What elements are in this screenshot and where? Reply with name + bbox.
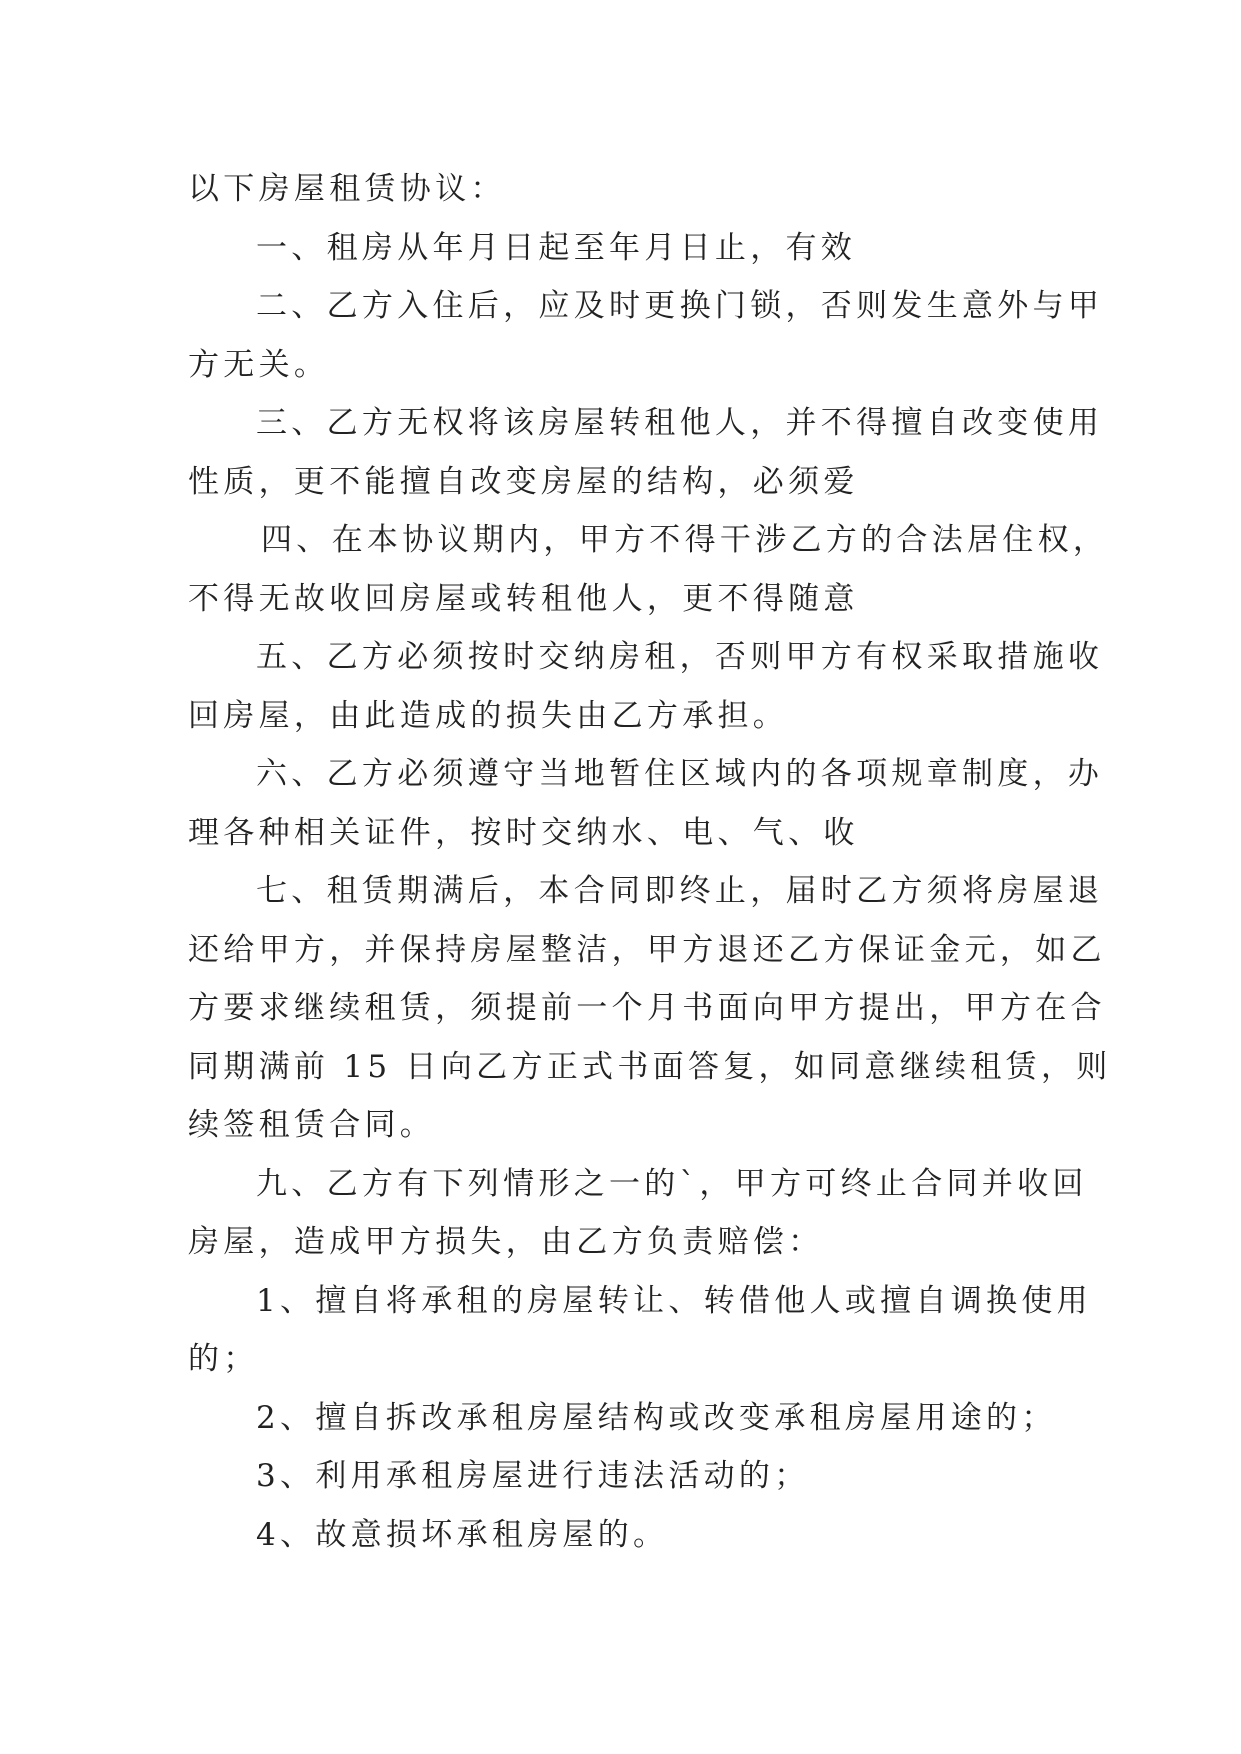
text-line: 方无关。 bbox=[188, 346, 330, 383]
clause-5: 五、乙方必须按时交纳房租，否则甲方有权采取措施收 bbox=[256, 639, 1104, 675]
text-line: 还给甲方，并保持房屋整洁，甲方退还乙方保证金元，如乙 bbox=[188, 931, 1106, 968]
list-item-3: 3、利用承租房屋进行违法活动的； bbox=[256, 1458, 810, 1494]
text-line: 续签租赁合同。 bbox=[188, 1107, 436, 1143]
clause-6: 六、乙方必须遵守当地暂住区域内的各项规章制度，办 bbox=[256, 756, 1104, 792]
list-item-1: 1、擅自将承租的房屋转让、转借他人或擅自调换使用 bbox=[256, 1282, 1092, 1319]
document-body bbox=[188, 160, 1112, 1564]
text-line: 房屋，造成甲方损失，由乙方负责赔偿： bbox=[188, 1224, 824, 1260]
text-line: 性质，更不能擅自改变房屋的结构，必须爱 bbox=[188, 463, 859, 500]
text-line: 方要求继续租赁，须提前一个月书面向甲方提出，甲方在合 bbox=[188, 990, 1106, 1026]
text-line: 理各种相关证件，按时交纳水、电、气、收 bbox=[188, 814, 859, 851]
text-line: 以下房屋租赁协议： bbox=[188, 171, 506, 207]
clause-1: 一、租房从年月日起至年月日止，有效 bbox=[256, 229, 857, 266]
clause-7: 七、租赁期满后，本合同即终止，届时乙方须将房屋退 bbox=[256, 873, 1104, 909]
text-line: 同期满前 15 日向乙方正式书面答复，如同意继续租赁，则 bbox=[188, 1048, 1112, 1085]
clause-9: 九、乙方有下列情形之一的`，甲方可终止合同并收回 bbox=[256, 1165, 1088, 1202]
text-line: 的； bbox=[188, 1341, 259, 1377]
list-item-2: 2、擅自拆改承租房屋结构或改变承租房屋用途的； bbox=[256, 1399, 1057, 1436]
text-line: 不得无故收回房屋或转租他人，更不得随意 bbox=[188, 580, 859, 617]
clause-2: 二、乙方入住后，应及时更换门锁，否则发生意外与甲 bbox=[256, 288, 1104, 324]
text-line: 回房屋，由此造成的损失由乙方承担。 bbox=[188, 697, 789, 734]
clause-4: 四、在本协议期内，甲方不得干涉乙方的合法居住权， bbox=[261, 522, 1109, 558]
clause-3: 三、乙方无权将该房屋转租他人，并不得擅自改变使用 bbox=[256, 405, 1104, 441]
list-item-4: 4、故意损坏承租房屋的。 bbox=[256, 1516, 669, 1553]
